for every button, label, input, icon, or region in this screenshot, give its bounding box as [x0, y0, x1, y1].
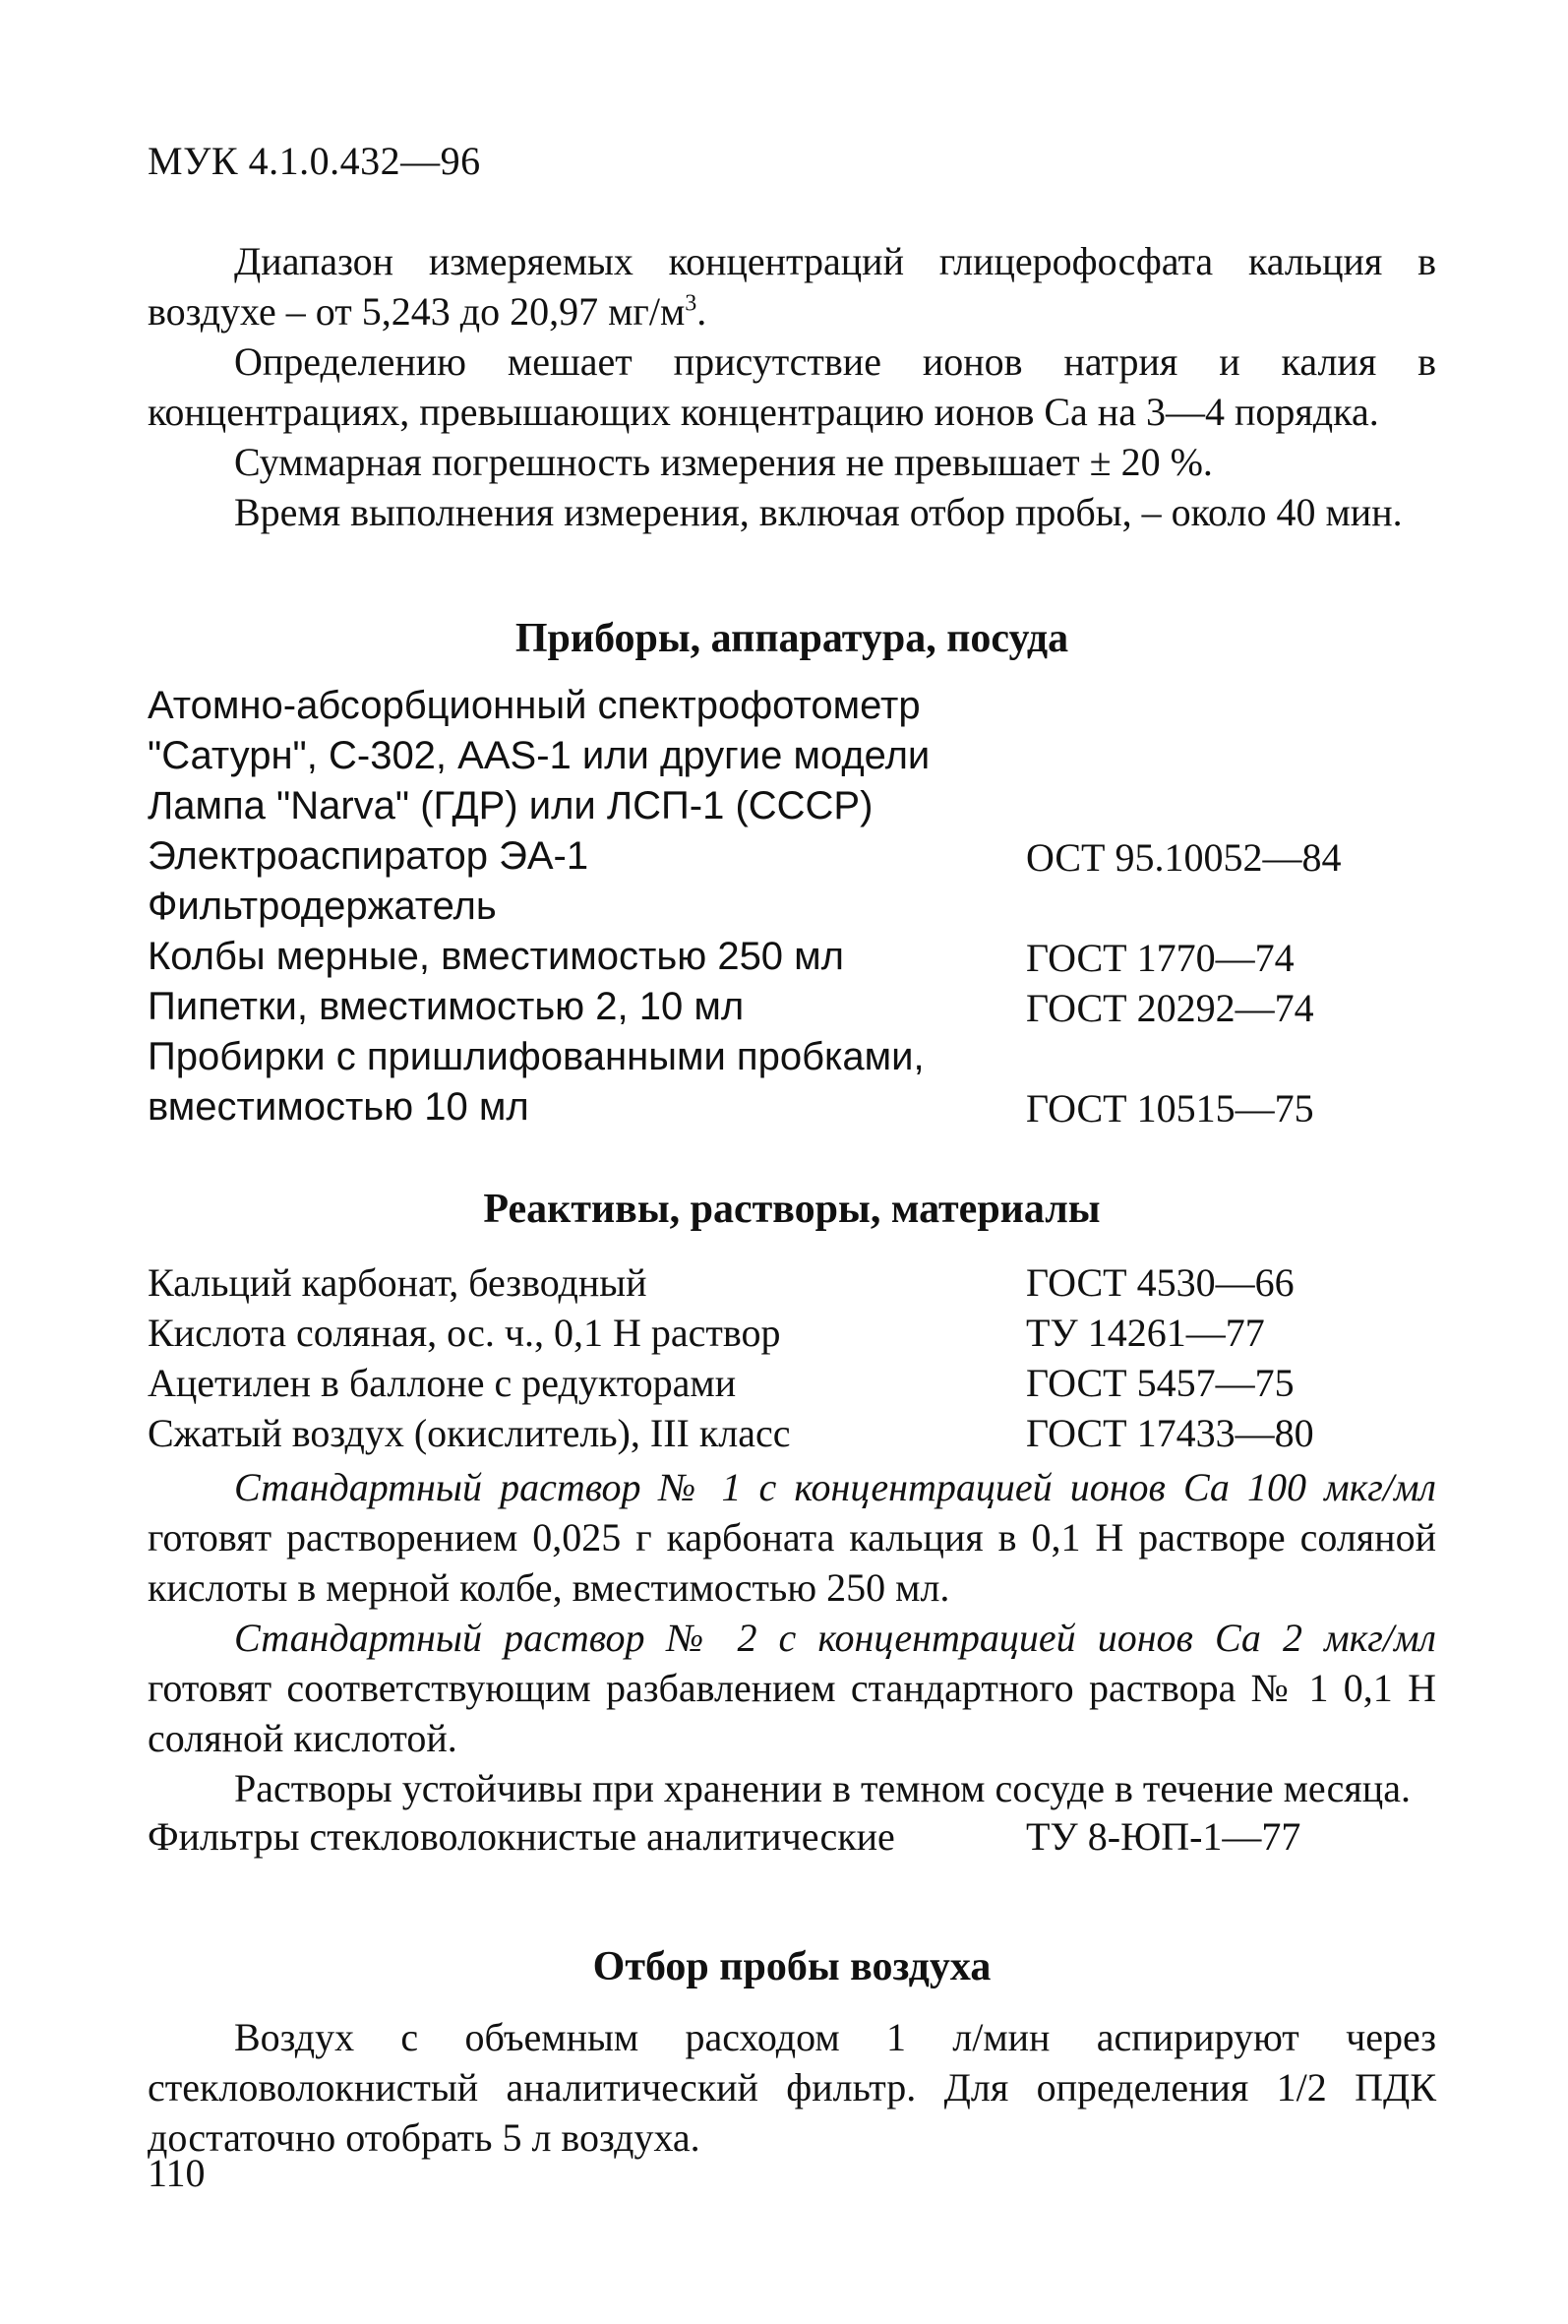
time-paragraph: Время выполнения измерения, включая отбор пробы, – около 40 мин. [234, 490, 1403, 534]
equipment-row [148, 1035, 1436, 1085]
equipment-name: Фильтродержатель [148, 885, 497, 928]
equipment-row [148, 834, 1436, 885]
reagent-row [148, 1310, 1436, 1360]
standard-solution-2-text: готовят соответствующим разбавлением стандартного раствора № 1 0,1 Н соляной кислотой. [148, 1666, 1436, 1760]
page-number: 110 [148, 2151, 206, 2195]
filter-name: Фильтры стекловолокнистые аналитические [148, 1814, 895, 1859]
sampling-paragraph: Воздух с объемным расходом 1 л/мин аспирируют через стекловолокнистый аналитический фильтр. Для определения 1/2 ПДК достаточно отобрать 5 л воздуха. [148, 2015, 1436, 2160]
equipment-row [148, 885, 1436, 935]
stability-paragraph: Растворы устойчивы при хранении в темном сосуде в течение месяца. [234, 1766, 1411, 1810]
standard-solution-2-paragraph [148, 1613, 1436, 1763]
equipment-name: Лампа "Narva" (ГДР) или ЛСП-1 (СССР) [148, 784, 874, 827]
equipment-std: ГОСТ 10515—75 [1026, 1086, 1314, 1131]
equipment-row [148, 784, 1436, 834]
reagent-row [148, 1259, 1436, 1310]
equipment-row [148, 1085, 1436, 1135]
filter-row [148, 1813, 1436, 1864]
equipment-name: Колбы мерные, вместимостью 250 мл [148, 935, 845, 978]
reagent-name: Ацетилен в баллоне с редукторами [148, 1361, 737, 1405]
reagent-std: ТУ 14261—77 [1026, 1311, 1265, 1355]
equipment-row [148, 734, 1436, 784]
reagent-row [148, 1410, 1436, 1460]
standard-solution-1-paragraph [148, 1462, 1436, 1613]
standard-solution-1-title: Стандартный раствор № 1 с концентрацией ионов Са 100 мкг/мл [234, 1465, 1436, 1509]
interference-paragraph: Определению мешает присутствие ионов натрия и калия в концентрациях, превышающих концентрацию ионов Са на 3—4 порядка. [148, 339, 1436, 434]
sampling-heading: Отбор пробы воздуха [592, 1944, 992, 1989]
equipment-std: ГОСТ 1770—74 [1026, 936, 1295, 980]
equipment-name: Пипетки, вместимостью 2, 10 мл [148, 985, 745, 1028]
standard-solution-2-title: Стандартный раствор № 2 с концентрацией ионов Са 2 мкг/мл [234, 1616, 1436, 1660]
reagent-std: ГОСТ 5457—75 [1026, 1361, 1295, 1405]
standard-solution-1-text: готовят растворением 0,025 г карбоната кальция в 0,1 Н растворе соляной кислоты в мерной колбе, вместимостью 250 мл. [148, 1515, 1436, 1610]
equipment-name: Электроаспиратор ЭА-1 [148, 834, 589, 878]
range-superscript: 3 [685, 290, 697, 317]
equipment-std: ГОСТ 20292—74 [1026, 986, 1314, 1030]
reagent-name: Кальций карбонат, безводный [148, 1260, 647, 1305]
equipment-name: Пробирки с пришлифованными пробками, [148, 1035, 925, 1078]
equipment-name: вместимостью 10 мл [148, 1085, 529, 1129]
range-text: Диапазон измеряемых концентраций глицерофосфата кальция в воздухе – от 5,243 до 20,97 мг/м [148, 239, 1436, 334]
reagent-std: ГОСТ 17433—80 [1026, 1411, 1314, 1455]
equipment-row [148, 935, 1436, 985]
reagents-heading: Реактивы, растворы, материалы [483, 1187, 1101, 1232]
document-code-header: МУК 4.1.0.432—96 [148, 139, 481, 183]
range-paragraph [148, 236, 1436, 336]
equipment-std: ОСТ 95.10052—84 [1026, 835, 1342, 880]
filters-list [148, 1813, 1436, 1864]
reagent-name: Кислота соляная, ос. ч., 0,1 Н раствор [148, 1311, 781, 1355]
reagent-name: Сжатый воздух (окислитель), III класс [148, 1411, 791, 1455]
equipment-list [148, 684, 1436, 1135]
range-end: . [696, 289, 707, 334]
equipment-name: "Сатурн", С-302, AAS-1 или другие модели [148, 734, 931, 777]
equipment-name: Атомно-абсорбционный спектрофотометр [148, 684, 921, 727]
equipment-row [148, 985, 1436, 1035]
filter-std: ТУ 8-ЮП-1—77 [1026, 1814, 1301, 1859]
reagent-std: ГОСТ 4530—66 [1026, 1260, 1295, 1305]
equipment-heading: Приборы, аппаратура, посуда [514, 616, 1069, 661]
reagent-row [148, 1360, 1436, 1410]
error-paragraph: Суммарная погрешность измерения не превышает ± 20 %. [234, 440, 1213, 484]
reagents-list [148, 1259, 1436, 1460]
equipment-row [148, 684, 1436, 734]
